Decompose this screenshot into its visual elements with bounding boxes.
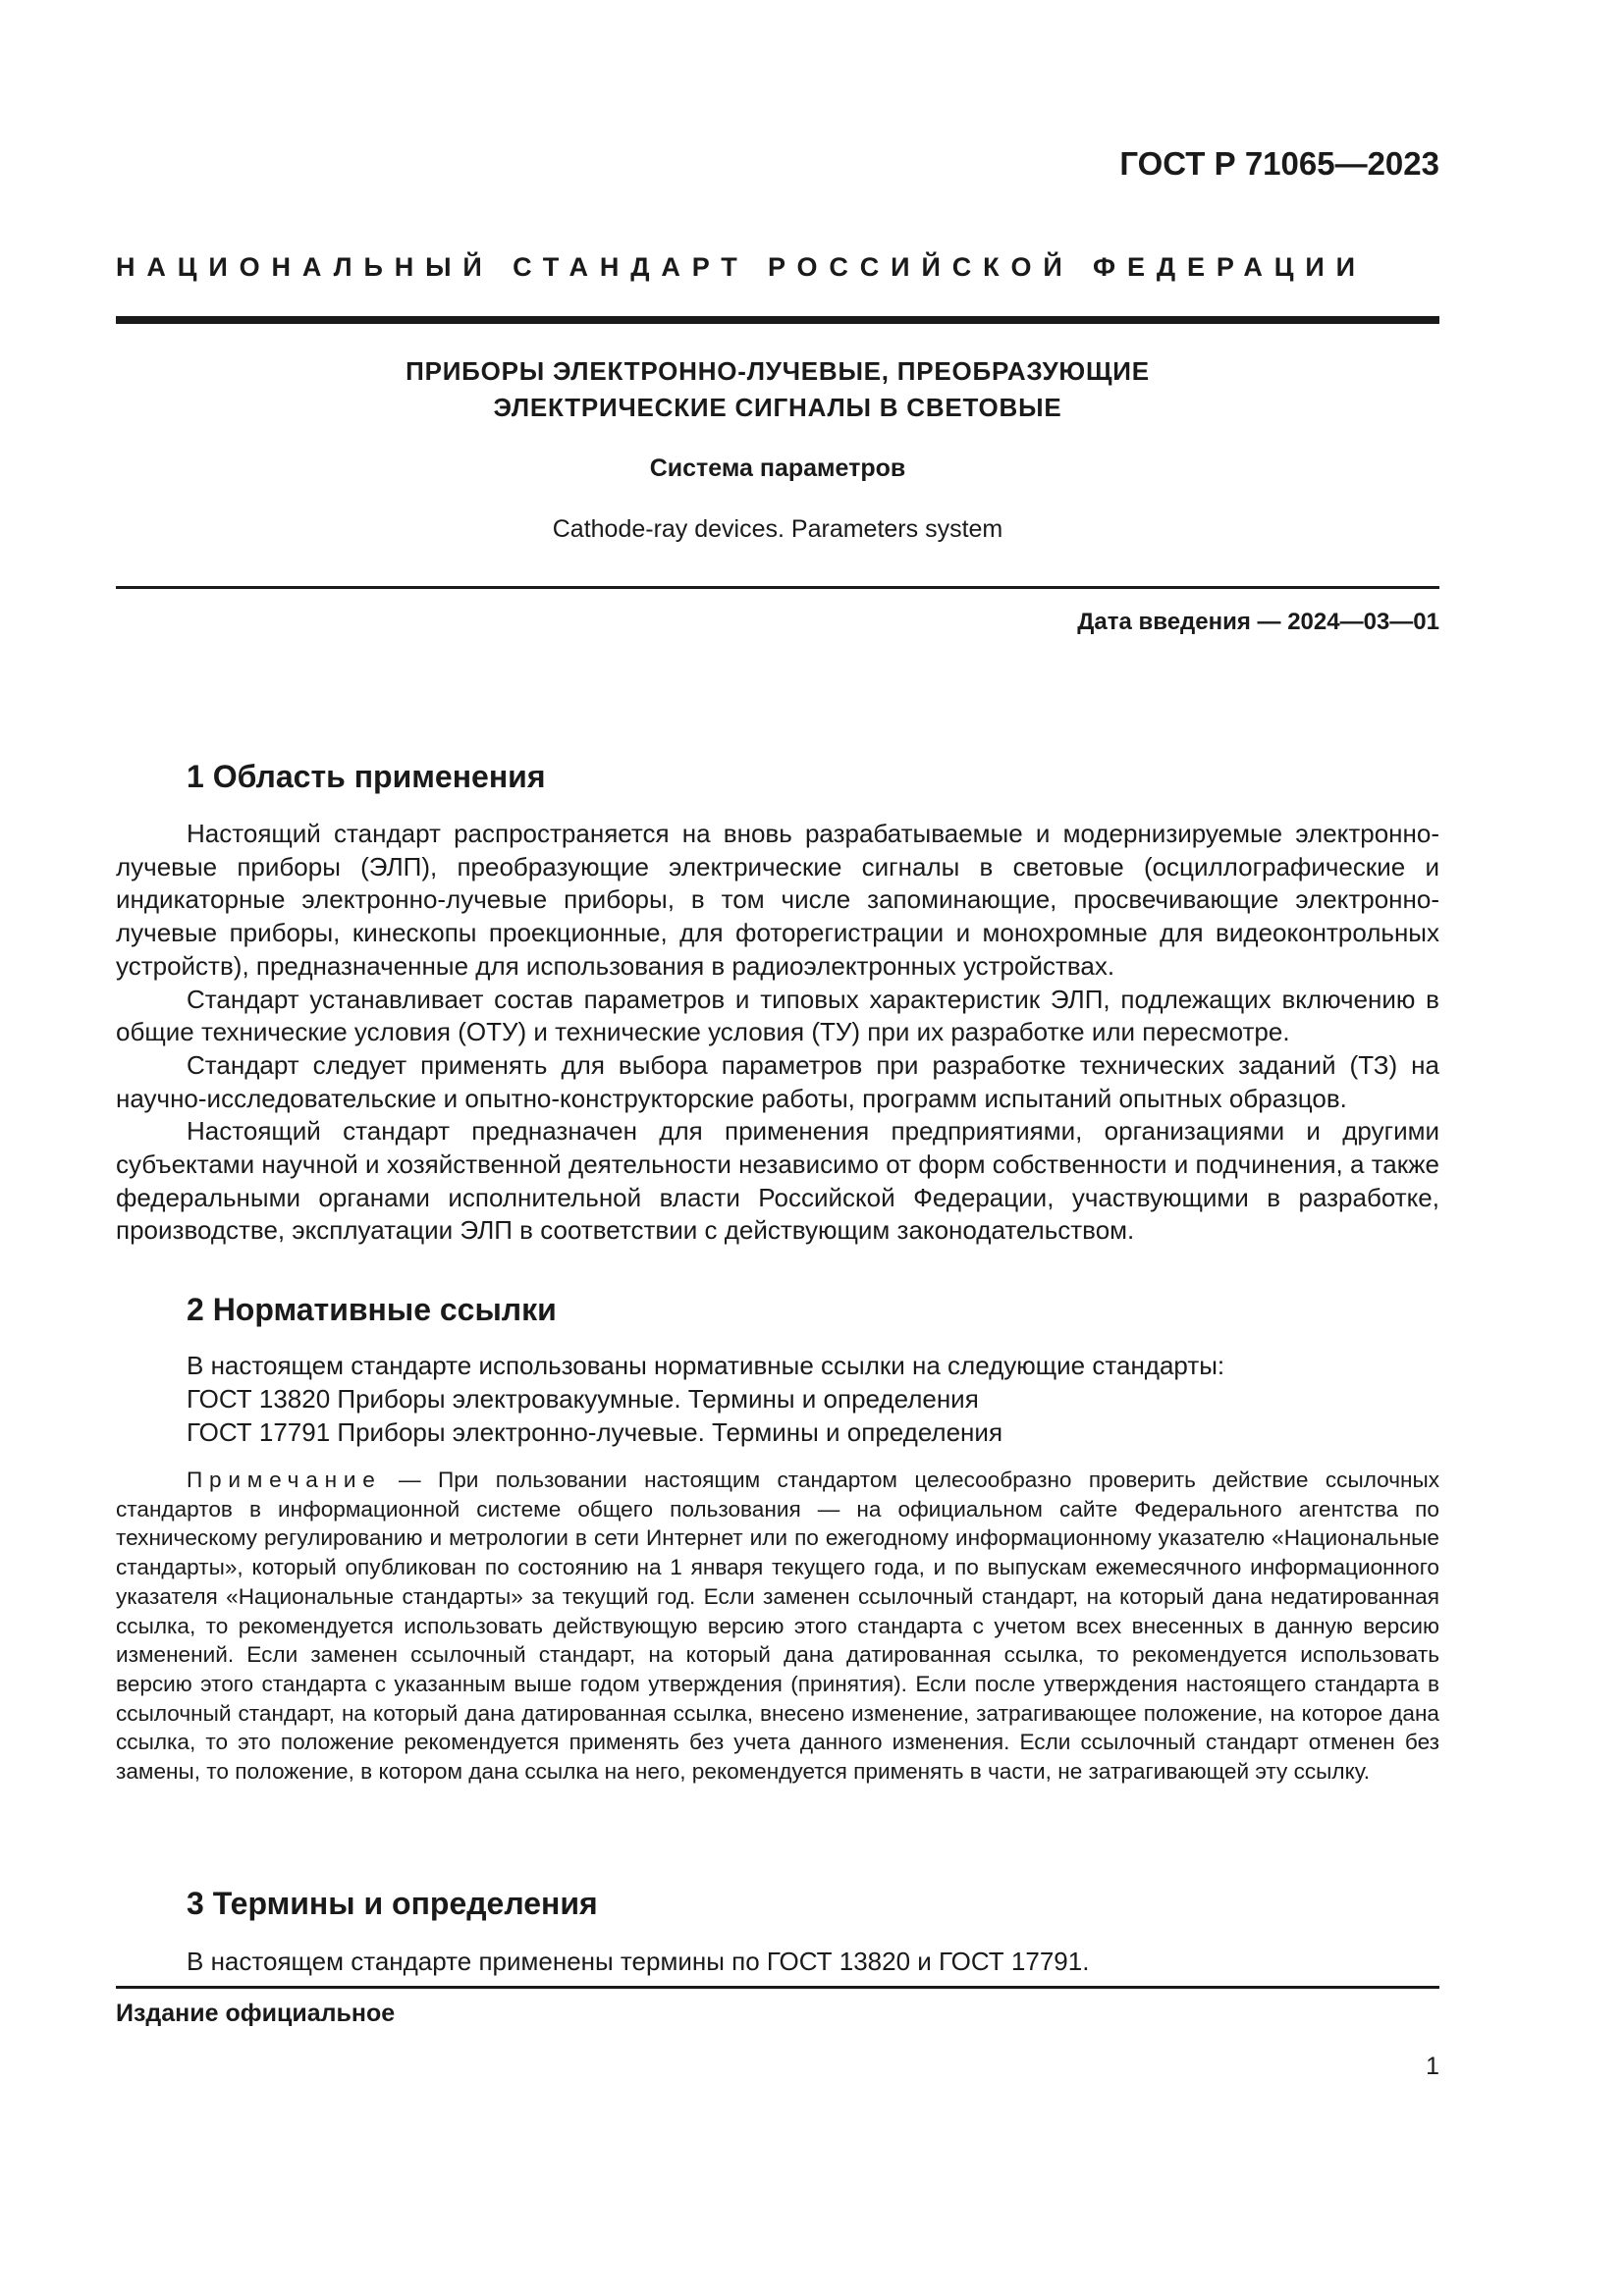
page-number: 1 bbox=[1426, 2053, 1439, 2080]
section-3-body: В настоящем стандарте применены термины по ГОСТ 13820 и ГОСТ 17791. bbox=[187, 1947, 1090, 1976]
title-line-2: ЭЛЕКТРИЧЕСКИЕ СИГНАЛЫ В СВЕТОВЫЕ bbox=[493, 393, 1062, 422]
section-2-heading: 2 Нормативные ссылки bbox=[187, 1292, 557, 1327]
section-1-body bbox=[116, 818, 1439, 1248]
references-note bbox=[116, 1466, 1439, 1787]
introduction-date: Дата введения — 2024—03—01 bbox=[1077, 609, 1439, 635]
section-1-paragraph: Настоящий стандарт предназначен для применения предприятиями, организациями и другими субъектами научной и хозяйственной деятельности независимо от форм собственности и подчинения, а также федеральными органами исполнительной власти Российской Федерации, участвующими в разработке, производстве, эксплуатации ЭЛП в соответствии с действующим законодательством. bbox=[116, 1116, 1439, 1246]
official-edition-label: Издание официальное bbox=[116, 2000, 396, 2027]
section-1-paragraph: Стандарт устанавливает состав параметров и типовых характеристик ЭЛП, подлежащих включению в общие технические условия (ОТУ) и технические условия (ТУ) при их разработке или пересмотре. bbox=[116, 984, 1439, 1047]
reference-item: ГОСТ 13820 Приборы электровакуумные. Термины и определения bbox=[187, 1384, 979, 1414]
note-text: — При пользовании настоящим стандартом целесообразно проверить действие ссылочных стандартов в информационной системе общего пользования — на официальном сайте Федерального агентства по техническому регулированию и метрологии в сети Интернет или по ежегодному информационному указателю «Национальные стандарты», который опубликован по состоянию на 1 января текущего года, и по выпускам ежемесячного информационного указателя «Национальные стандарты» за текущий год. Если заменен ссылочный стандарт, на который дана недатированная ссылка, то рекомендуется использовать действующую версию этого стандарта с учетом всех внесенных в данную версию изменений. Если заменен ссылочный стандарт, на который дана датированная ссылка, то рекомендуется использовать версию этого стандарта с указанным выше годом утверждения (принятия). Если после утверждения настоящего стандарта в ссылочный стандарт, на который дана датированная ссылка, внесено изменение, затрагивающее положение, на которое дана ссылка, то это положение рекомендуется применять без учета данного изменения. Если ссылочный стандарт отменен без замены, то положение, в котором дана ссылка на него, рекомендуется применять в части, не затрагивающей эту ссылку. bbox=[116, 1468, 1439, 1785]
references-intro: В настоящем стандарте использованы нормативные ссылки на следующие стандарты: bbox=[187, 1351, 1225, 1380]
footer-rule bbox=[116, 1986, 1439, 1989]
reference-item: ГОСТ 17791 Приборы электронно-лучевые. Термины и определения bbox=[187, 1417, 1003, 1447]
english-title: Cathode-ray devices. Parameters system bbox=[552, 515, 1003, 543]
section-1-heading: 1 Область применения bbox=[187, 759, 546, 794]
note-label: Примечание bbox=[187, 1468, 382, 1492]
national-standard-banner: НАЦИОНАЛЬНЫЙ СТАНДАРТ РОССИЙСКОЙ ФЕДЕРАЦИИ bbox=[116, 252, 1367, 282]
document-subtitle: Система параметров bbox=[649, 454, 906, 482]
title-rule bbox=[116, 586, 1439, 589]
document-title bbox=[116, 353, 1439, 426]
header-thick-rule bbox=[116, 316, 1439, 324]
section-1-paragraph: Стандарт следует применять для выбора параметров при разработке технических заданий (ТЗ) на научно-исследовательские и опытно-конструкторские работы, программ испытаний опытных образцов. bbox=[116, 1049, 1439, 1113]
section-3-heading: 3 Термины и определения bbox=[187, 1886, 598, 1921]
section-1-paragraph: Настоящий стандарт распространяется на вновь разрабатываемые и модернизируемые электронно-лучевые приборы (ЭЛП), преобразующие электрические сигналы в световые (осциллографические и индикаторные электронно-лучевые приборы, в том числе запоминающие, просвечивающие электронно-лучевые приборы, кинескопы проекционные, для фоторегистрации и монохромные для видеоконтрольных устройств), предназначенные для использования в радиоэлектронных устройствах. bbox=[116, 819, 1439, 981]
title-line-1: ПРИБОРЫ ЭЛЕКТРОННО-ЛУЧЕВЫЕ, ПРЕОБРАЗУЮЩИЕ bbox=[406, 356, 1150, 386]
document-number: ГОСТ Р 71065—2023 bbox=[1119, 145, 1439, 182]
